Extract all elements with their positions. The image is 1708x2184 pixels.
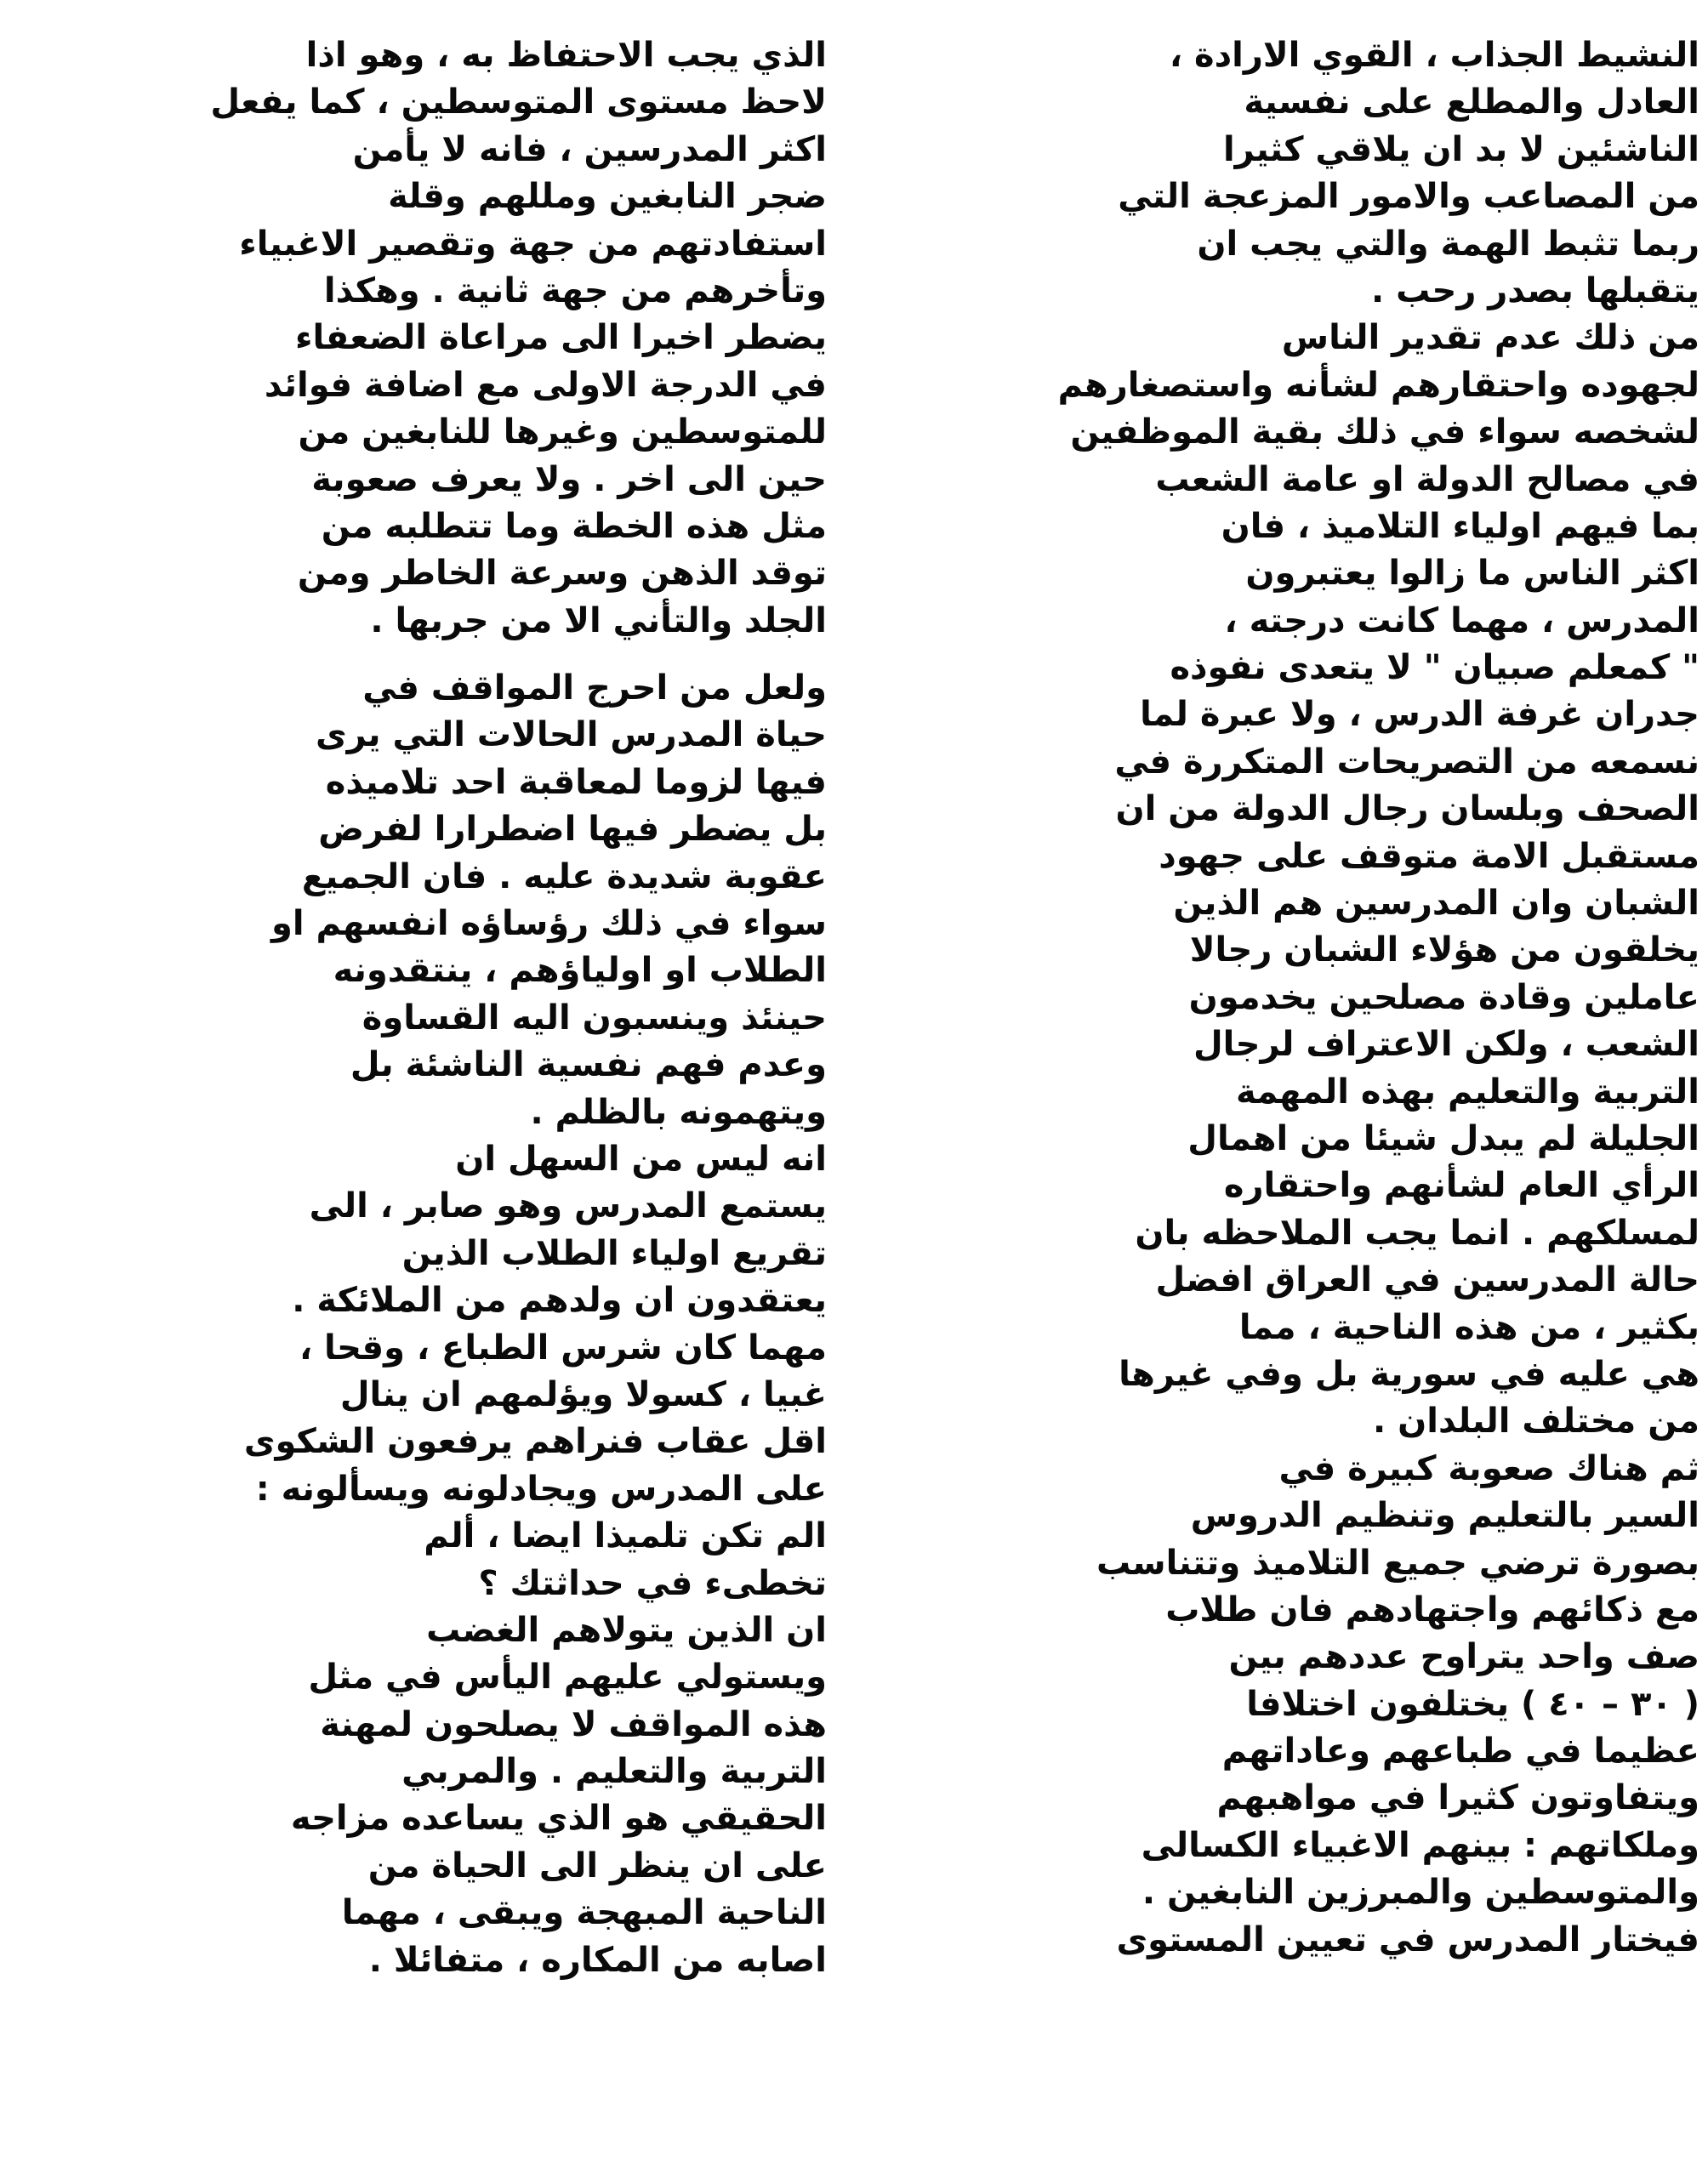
text-line: صف واحد يتراوح عددهم بين [1228,1637,1699,1677]
text-line: اصابه من المكاره ، متفائلا . [368,1940,827,1980]
text-line: الناشئين لا بد ان يلاقي كثيرا [1222,129,1699,169]
text-line: مهما كان شرس الطباع ، وقحا ، [299,1328,827,1368]
text-line: التربية والتعليم . والمربي [401,1752,827,1792]
text-line: نسمعه من التصريحات المتكررة في [1114,742,1699,782]
text-line: مثل هذه الخطة وما تتطلبه من [321,506,827,546]
text-line: الطلاب او اولياؤهم ، ينتقدونه [333,951,827,991]
text-line: جدران غرفة الدرس ، ولا عبرة لما [1140,695,1699,735]
text-line: وتأخرهم من جهة ثانية . وهكذا [323,270,827,310]
text-line: هي عليه في سورية بل وفي غيرها [1119,1354,1699,1394]
text-line: الجليلة لم يبدل شيئا من اهمال [1187,1118,1699,1158]
text-line: انه ليس من السهل ان [455,1139,827,1179]
text-line: في مصالح الدولة او عامة الشعب [1155,459,1699,499]
text-line: ولعل من احرج المواقف في [362,668,827,708]
text-line: لاحظ مستوى المتوسطين ، كما يفعل [210,82,827,122]
text-line: الشعب ، ولكن الاعتراف لرجال [1193,1025,1699,1065]
text-line: هذه المواقف لا يصلحون لمهنة [320,1704,827,1744]
right-column [883,32,1699,2158]
text-line: لجهوده واحتقارهم لشأنه واستصغارهم [1057,365,1699,405]
text-line: وعدم فهم نفسية الناشئة بل [350,1045,827,1085]
text-line: في الدرجة الاولى مع اضافة فوائد [264,365,827,405]
text-line: ويستولي عليهم اليأس في مثل [308,1658,827,1698]
text-line: ان الذين يتولاهم الغضب [426,1610,827,1650]
text-line: يضطر اخيرا الى مراعاة الضعفاء [295,318,827,358]
text-line: على ان ينظر الى الحياة من [367,1846,827,1885]
text-line: ربما تثبط الهمة والتي يجب ان [1197,224,1699,264]
text-line: " كمعلم صبيان " لا يتعدى نفوذه [1170,648,1699,688]
text-line: ويتفاوتون كثيرا في مواهبهم [1216,1778,1699,1818]
text-line: للمتوسطين وغيرها للنابغين من [298,412,827,452]
text-line: حالة المدرسين في العراق افضل [1155,1260,1699,1300]
text-line: الصحف وبلسان رجال الدولة من ان [1115,789,1699,829]
text-line: حين الى اخر . ولا يعرف صعوبة [311,459,827,499]
text-line: السير بالتعليم وتنظيم الدروس [1190,1496,1699,1536]
text-line: عقوبة شديدة عليه . فان الجميع [301,856,827,896]
text-line: لمسلكهم . انما يجب الملاحظه بان [1135,1213,1699,1253]
text-line: حياة المدرس الحالات التي يرى [315,715,827,755]
text-line: العادل والمطلع على نفسية [1244,82,1699,122]
text-line: اكثر المدرسين ، فانه لا يأمن [352,129,827,169]
text-line: عظيما في طباعهم وعاداتهم [1221,1732,1699,1772]
text-line: ( ٣٠ – ٤٠ ) يختلفون اختلافا [1246,1684,1699,1724]
text-line: لشخصه سواء في ذلك بقية الموظفين [1070,412,1699,452]
text-line: بكثير ، من هذه الناحية ، مما [1238,1307,1699,1347]
text-line: سواء في ذلك رؤساؤه انفسهم او [271,904,827,944]
text-line: غبيا ، كسولا ويؤلمهم ان ينال [339,1374,827,1414]
text-line: من ذلك عدم تقدير الناس [1281,318,1699,358]
text-line: ضجر النابغين ومللهم وقلة [388,177,827,217]
text-line: والمتوسطين والمبرزين النابغين . [1142,1873,1699,1913]
text-line: التربية والتعليم بهذه المهمة [1235,1072,1699,1112]
text-line: عاملين وقادة مصلحين يخدمون [1188,977,1699,1017]
text-line: تقريع اولياء الطلاب الذين [401,1233,827,1273]
text-line: الناحية المبهجة ويبقى ، مهما [341,1893,827,1933]
text-line: يتقبلها بصدر رحب . [1371,270,1699,310]
text-line: مع ذكائهم واجتهادهم فان طلاب [1165,1590,1699,1629]
text-line: بصورة ترضي جميع التلاميذ وتتناسب [1096,1543,1699,1583]
text-line: اقل عقاب فنراهم يرفعون الشكوى [243,1422,827,1462]
text-line: بل يضطر فيها اضطرارا لفرض [318,810,827,850]
text-line: وملكاتهم : بينهم الاغبياء الكسالى [1141,1825,1699,1865]
text-line: الحقيقي هو الذي يساعده مزاجه [290,1799,827,1839]
paragraph-gap [10,645,827,665]
text-line: المدرس ، مهما كانت درجته ، [1224,600,1699,640]
text-line: الشبان وان المدرسين هم الذين [1173,884,1699,924]
text-line: استفادتهم من جهة وتقصير الاغبياء [239,224,827,264]
text-line: الم تكن تلميذا ايضا ، ألم [424,1516,827,1556]
text-line: من المصاعب والامور المزعجة التي [1118,177,1699,217]
text-line: الرأي العام لشأنهم واحتقاره [1223,1166,1699,1206]
left-column [10,32,827,2158]
text-line: من مختلف البلدان . [1373,1402,1699,1442]
text-line: توقد الذهن وسرعة الخاطر ومن [297,554,827,594]
text-line: الجلد والتأني الا من جربها . [370,600,827,640]
text-line: تخطىء في حداثتك ؟ [478,1563,827,1603]
text-line: ثم هناك صعوبة كبيرة في [1278,1448,1699,1488]
text-line: النشيط الجذاب ، القوي الارادة ، [1169,36,1699,75]
text-line: ويتهمونه بالظلم . [530,1092,827,1132]
text-line: فيختار المدرس في تعيين المستوى [1116,1920,1699,1959]
text-line: يخلقون من هؤلاء الشبان رجالا [1189,930,1699,970]
text-line: حينئذ وينسبون اليه القساوة [362,998,827,1038]
text-line: الذي يجب الاحتفاظ به ، وهو اذا [305,36,827,75]
text-line: بما فيهم اولياء التلاميذ ، فان [1221,506,1699,546]
text-line: فيها لزوما لمعاقبة احد تلاميذه [325,762,827,802]
text-line: يعتقدون ان ولدهم من الملائكة . [292,1281,827,1321]
text-line: يستمع المدرس وهو صابر ، الى [309,1186,827,1226]
text-line: على المدرس ويجادلونه ويسألونه : [255,1469,827,1509]
text-line: مستقبل الامة متوقف على جهود [1159,836,1699,876]
text-line: اكثر الناس ما زالوا يعتبرون [1245,554,1699,594]
